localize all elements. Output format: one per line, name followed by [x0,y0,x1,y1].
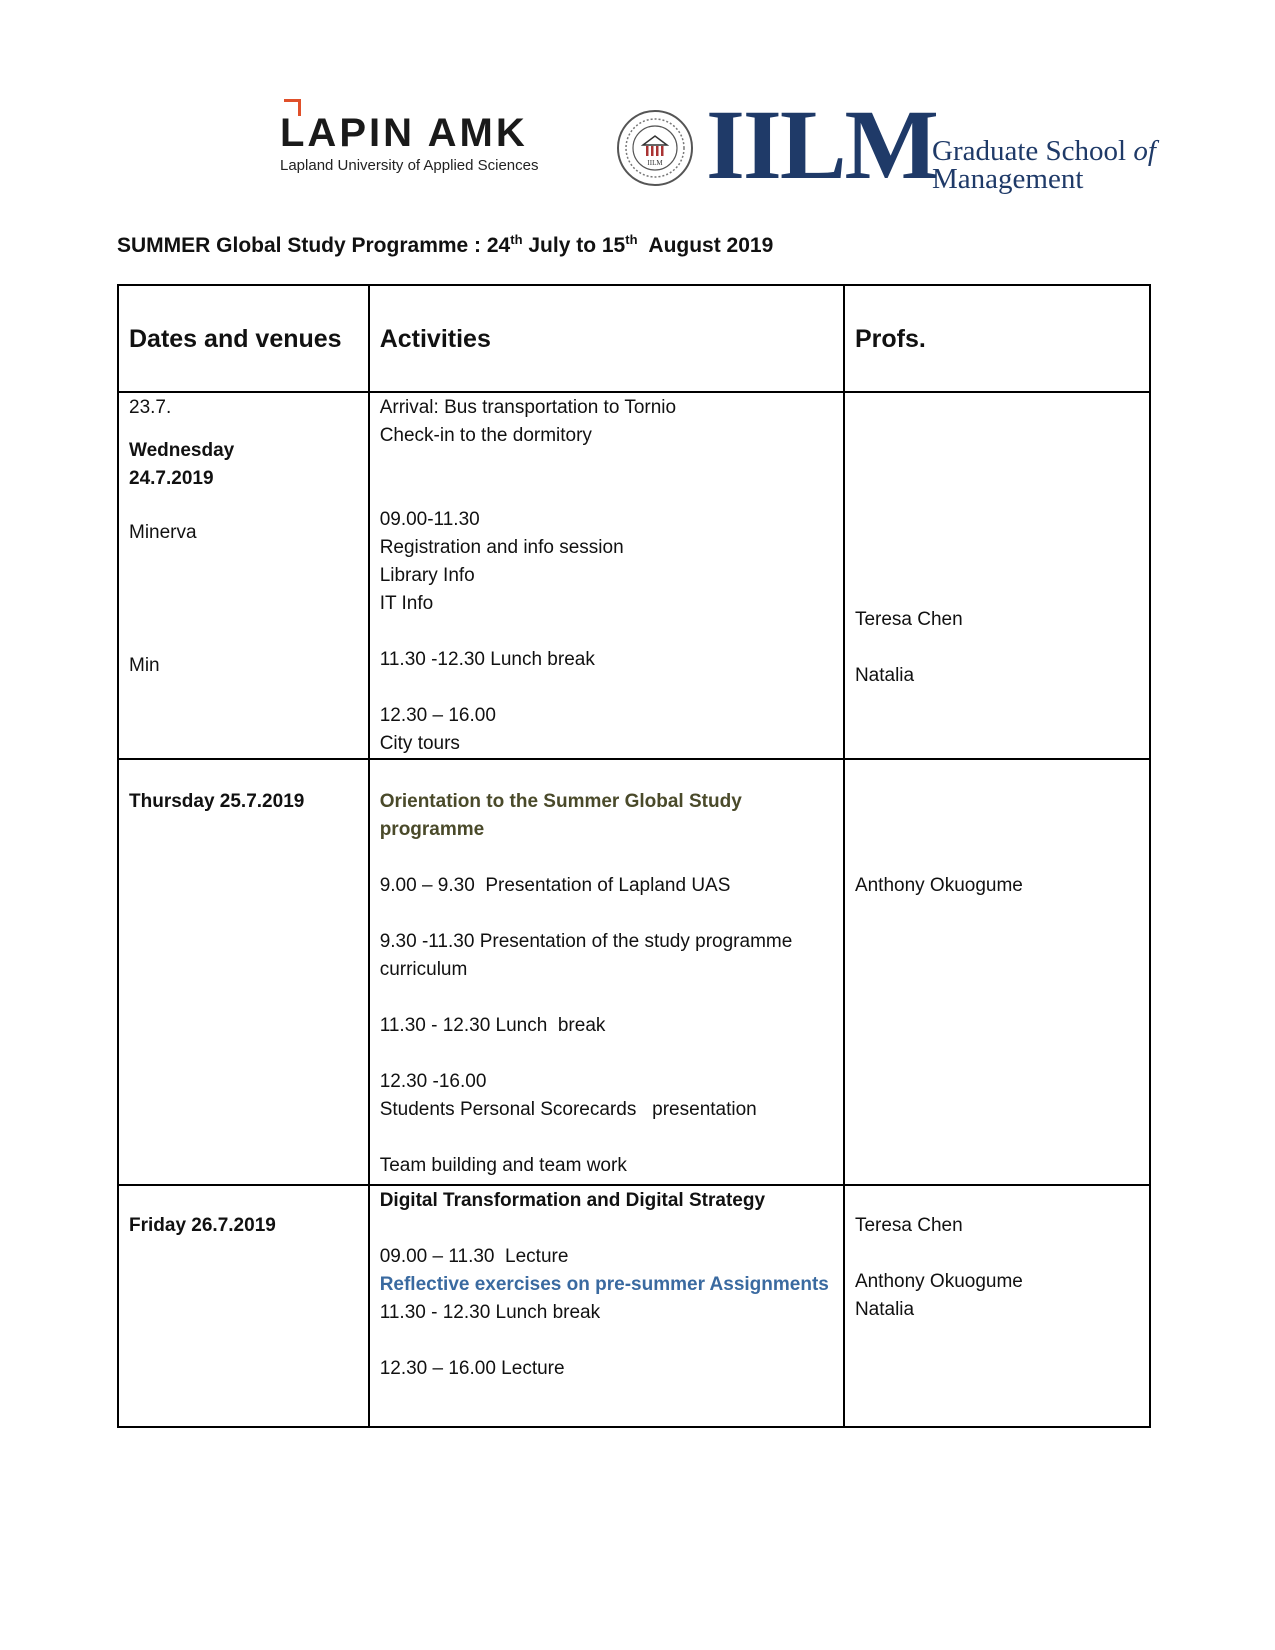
row2-act3: 11.30 - 12.30 Lunch break [379,1015,606,1036]
row2-act4: 12.30 -16.00 [379,1071,487,1092]
row2-act1: 9.00 – 9.30 Presentation of Lapland UAS [379,875,731,896]
iilm-logo-subtitle [932,137,1156,193]
row1-prof2: Natalia [854,665,915,686]
row2-prof1: Anthony Okuogume [854,875,1023,896]
row1-act1: Arrival: Bus transportation to Tornio [379,397,677,418]
table-row [118,392,1150,759]
row3-act2: Reflective exercises on pre-summer Assignments [379,1274,829,1295]
row3-profs [844,1185,1150,1427]
row3-activities [369,1185,844,1427]
row3-act3: 11.30 - 12.30 Lunch break [379,1302,601,1323]
row3-prof1: Teresa Chen [854,1215,963,1236]
iilm-seal-icon [616,109,694,187]
row2-act6: Team building and team work [379,1155,627,1176]
lapin-logo-subtitle: Lapland University of Applied Sciences [280,157,539,174]
title-sup1: th [510,232,523,247]
row3-prof2: Anthony Okuogume [854,1271,1023,1292]
iilm-subtitle-line1: Graduate School [932,135,1134,167]
row2-profs [844,759,1150,1185]
row1-act9: City tours [379,733,460,754]
row1-dates [118,392,369,759]
row3-title: Digital Transformation and Digital Strategy [379,1190,766,1211]
row2-title: Orientation to the Summer Global Study programme [379,791,742,840]
row2-act2: 9.30 -11.30 Presentation of the study programme curriculum [379,931,793,980]
row3-act1: 09.00 – 11.30 Lecture [379,1246,569,1267]
row1-prof1: Teresa Chen [854,609,963,630]
seal-text: IILM [647,159,663,167]
title-part3: August 2019 [637,234,774,257]
row1-act3: 09.00-11.30 [379,509,480,530]
schedule-table [117,284,1151,1428]
row1-profs [844,392,1150,759]
row3-dates [118,1185,369,1427]
row1-act4: Registration and info session [379,537,624,558]
lapin-corner-icon [284,99,301,116]
row1-act6: IT Info [379,593,434,614]
lapin-logo-title: LAPIN AMK [280,111,528,155]
header-logos [0,89,1275,205]
row3-date: Friday 26.7.2019 [129,1215,276,1236]
row2-dates [118,759,369,1185]
header-profs: Profs. [844,285,1150,392]
row2-date: Thursday 25.7.2019 [129,791,305,812]
row3-act4: 12.30 – 16.00 Lecture [379,1358,565,1379]
iilm-subtitle-line2: Management [932,163,1084,195]
title-sup2: th [625,232,638,247]
lapin-amk-logo [280,113,539,174]
row1-act5: Library Info [379,565,475,586]
row1-date-pre: 23.7. [129,397,172,418]
row3-prof3: Natalia [854,1299,915,1320]
title-part1: SUMMER Global Study Programme : 24 [117,234,511,257]
header-dates: Dates and venues [118,285,369,392]
table-row [118,1185,1150,1427]
table-header-row [118,285,1150,392]
row1-day: Wednesday [129,440,235,461]
row1-activities [369,392,844,759]
iilm-logo-title: IILM [706,89,937,200]
row2-activities [369,759,844,1185]
iilm-subtitle-of: of [1133,135,1156,167]
table-row [118,759,1150,1185]
row1-venue2: Min [129,655,160,676]
row1-act2: Check-in to the dormitory [379,425,592,446]
row2-act5: Students Personal Scorecards presentation [379,1099,757,1120]
page-title [117,232,773,258]
row1-act7: 11.30 -12.30 Lunch break [379,649,595,670]
title-part2: July to 15 [522,234,626,257]
row1-act8: 12.30 – 16.00 [379,705,496,726]
header-activities: Activities [369,285,844,392]
row1-date: 24.7.2019 [129,468,214,489]
row1-venue1: Minerva [129,522,197,543]
